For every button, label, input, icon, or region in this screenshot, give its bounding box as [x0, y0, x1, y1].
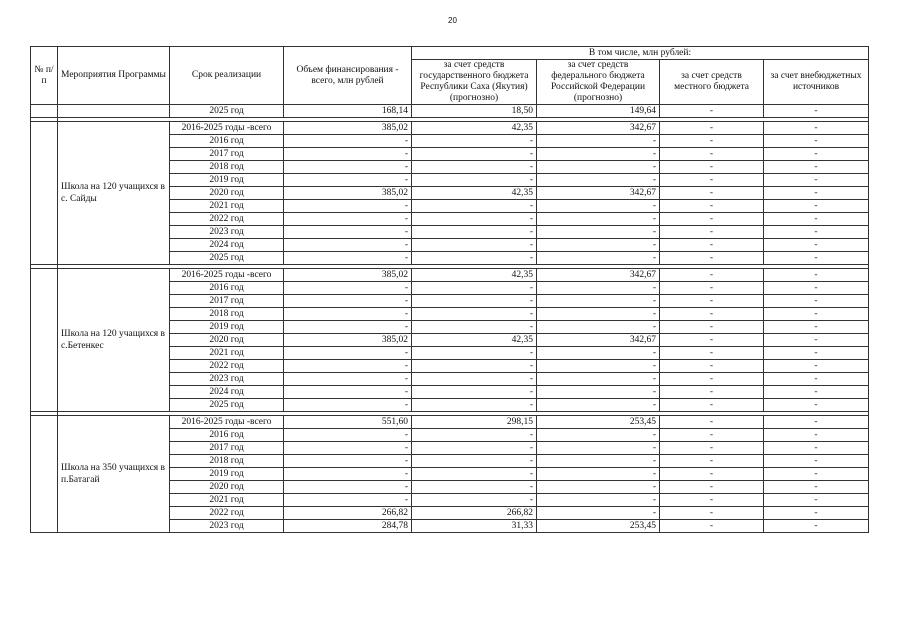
period-cell: 2021 год: [170, 347, 284, 360]
total-cell: 385,02: [284, 122, 412, 135]
federal-cell: -: [537, 252, 660, 265]
extra-cell: -: [764, 295, 869, 308]
local-cell: -: [660, 105, 764, 118]
total-cell: -: [284, 481, 412, 494]
total-cell: -: [284, 161, 412, 174]
header-period: Срок реализации: [170, 47, 284, 105]
federal-cell: 342,67: [537, 122, 660, 135]
period-cell: 2024 год: [170, 386, 284, 399]
period-cell: 2021 год: [170, 200, 284, 213]
federal-cell: 253,45: [537, 416, 660, 429]
regional-cell: -: [412, 321, 537, 334]
extra-cell: -: [764, 105, 869, 118]
federal-cell: -: [537, 347, 660, 360]
federal-cell: -: [537, 481, 660, 494]
period-cell: 2018 год: [170, 161, 284, 174]
federal-cell: -: [537, 321, 660, 334]
total-cell: -: [284, 226, 412, 239]
regional-cell: -: [412, 282, 537, 295]
event-name: Школа на 350 учащихся в п.Батагай: [58, 416, 170, 533]
header-total: Объем финансирования - всего, млн рублей: [284, 47, 412, 105]
total-cell: -: [284, 321, 412, 334]
period-cell: 2024 год: [170, 239, 284, 252]
extra-cell: -: [764, 507, 869, 520]
total-cell: -: [284, 282, 412, 295]
extra-cell: -: [764, 174, 869, 187]
carry-num: [31, 105, 58, 118]
local-cell: -: [660, 135, 764, 148]
local-cell: -: [660, 161, 764, 174]
regional-cell: -: [412, 308, 537, 321]
local-cell: -: [660, 122, 764, 135]
local-cell: -: [660, 334, 764, 347]
period-cell: 2016-2025 годы -всего: [170, 122, 284, 135]
period-cell: 2025 год: [170, 399, 284, 412]
regional-cell: 18,50: [412, 105, 537, 118]
local-cell: -: [660, 520, 764, 533]
federal-cell: -: [537, 226, 660, 239]
extra-cell: -: [764, 455, 869, 468]
local-cell: -: [660, 174, 764, 187]
extra-cell: -: [764, 187, 869, 200]
total-cell: 168,14: [284, 105, 412, 118]
local-cell: -: [660, 373, 764, 386]
event-name: Школа на 120 учащихся в с. Сайды: [58, 122, 170, 265]
federal-cell: -: [537, 308, 660, 321]
extra-cell: -: [764, 148, 869, 161]
extra-cell: -: [764, 252, 869, 265]
total-cell: 385,02: [284, 334, 412, 347]
federal-cell: -: [537, 373, 660, 386]
federal-cell: -: [537, 148, 660, 161]
federal-cell: -: [537, 174, 660, 187]
header-including: В том числе, млн рублей:: [412, 47, 869, 60]
local-cell: -: [660, 213, 764, 226]
regional-cell: -: [412, 386, 537, 399]
extra-cell: -: [764, 399, 869, 412]
total-cell: -: [284, 442, 412, 455]
total-cell: -: [284, 252, 412, 265]
total-cell: 284,78: [284, 520, 412, 533]
header-event: Мероприятия Программы: [58, 47, 170, 105]
period-cell: 2023 год: [170, 226, 284, 239]
extra-cell: -: [764, 239, 869, 252]
total-cell: 385,02: [284, 187, 412, 200]
federal-cell: -: [537, 507, 660, 520]
regional-cell: -: [412, 481, 537, 494]
total-cell: -: [284, 148, 412, 161]
period-cell: 2019 год: [170, 174, 284, 187]
period-cell: 2020 год: [170, 334, 284, 347]
regional-cell: -: [412, 148, 537, 161]
header-local: за счет средств местного бюджета: [660, 60, 764, 105]
local-cell: -: [660, 148, 764, 161]
period-cell: 2016-2025 годы -всего: [170, 269, 284, 282]
row-number-cell: [31, 122, 58, 265]
regional-cell: -: [412, 174, 537, 187]
total-cell: -: [284, 200, 412, 213]
extra-cell: -: [764, 282, 869, 295]
extra-cell: -: [764, 416, 869, 429]
total-cell: 266,82: [284, 507, 412, 520]
total-cell: -: [284, 213, 412, 226]
federal-cell: -: [537, 360, 660, 373]
extra-cell: -: [764, 520, 869, 533]
total-cell: 551,60: [284, 416, 412, 429]
local-cell: -: [660, 481, 764, 494]
header-extra: за счет внебюджетных источников: [764, 60, 869, 105]
regional-cell: -: [412, 213, 537, 226]
regional-cell: -: [412, 468, 537, 481]
total-cell: -: [284, 455, 412, 468]
regional-cell: 42,35: [412, 122, 537, 135]
federal-cell: -: [537, 213, 660, 226]
period-cell: 2020 год: [170, 481, 284, 494]
total-cell: 385,02: [284, 269, 412, 282]
federal-cell: -: [537, 239, 660, 252]
federal-cell: -: [537, 200, 660, 213]
extra-cell: -: [764, 135, 869, 148]
regional-cell: -: [412, 442, 537, 455]
table-row: [31, 416, 869, 429]
financing-table: [30, 46, 869, 533]
period-cell: 2017 год: [170, 442, 284, 455]
extra-cell: -: [764, 334, 869, 347]
regional-cell: 31,33: [412, 520, 537, 533]
extra-cell: -: [764, 269, 869, 282]
local-cell: -: [660, 399, 764, 412]
carry-event: [58, 105, 170, 118]
local-cell: -: [660, 187, 764, 200]
period-cell: 2016 год: [170, 135, 284, 148]
federal-cell: -: [537, 295, 660, 308]
federal-cell: -: [537, 399, 660, 412]
local-cell: -: [660, 360, 764, 373]
row-number-cell: [31, 269, 58, 412]
local-cell: -: [660, 308, 764, 321]
local-cell: -: [660, 494, 764, 507]
table-row: [31, 269, 869, 282]
local-cell: -: [660, 200, 764, 213]
total-cell: -: [284, 239, 412, 252]
period-cell: 2022 год: [170, 360, 284, 373]
regional-cell: -: [412, 226, 537, 239]
period-cell: 2022 год: [170, 507, 284, 520]
local-cell: -: [660, 282, 764, 295]
extra-cell: -: [764, 429, 869, 442]
federal-cell: -: [537, 455, 660, 468]
table-row: [31, 122, 869, 135]
local-cell: -: [660, 416, 764, 429]
extra-cell: -: [764, 308, 869, 321]
period-cell: 2018 год: [170, 308, 284, 321]
local-cell: -: [660, 507, 764, 520]
extra-cell: -: [764, 386, 869, 399]
regional-cell: -: [412, 347, 537, 360]
local-cell: -: [660, 295, 764, 308]
regional-cell: 42,35: [412, 334, 537, 347]
regional-cell: 266,82: [412, 507, 537, 520]
local-cell: -: [660, 347, 764, 360]
total-cell: -: [284, 399, 412, 412]
regional-cell: -: [412, 373, 537, 386]
extra-cell: -: [764, 481, 869, 494]
federal-cell: 342,67: [537, 269, 660, 282]
local-cell: -: [660, 252, 764, 265]
local-cell: -: [660, 226, 764, 239]
period-cell: 2021 год: [170, 494, 284, 507]
federal-cell: 149,64: [537, 105, 660, 118]
header-num: № п/п: [31, 47, 58, 105]
total-cell: -: [284, 174, 412, 187]
federal-cell: -: [537, 494, 660, 507]
federal-cell: -: [537, 468, 660, 481]
federal-cell: 342,67: [537, 334, 660, 347]
total-cell: -: [284, 373, 412, 386]
federal-cell: -: [537, 442, 660, 455]
federal-cell: -: [537, 429, 660, 442]
federal-cell: -: [537, 135, 660, 148]
local-cell: -: [660, 269, 764, 282]
federal-cell: 342,67: [537, 187, 660, 200]
local-cell: -: [660, 442, 764, 455]
regional-cell: -: [412, 239, 537, 252]
total-cell: -: [284, 468, 412, 481]
local-cell: -: [660, 321, 764, 334]
extra-cell: -: [764, 213, 869, 226]
period-cell: 2017 год: [170, 148, 284, 161]
extra-cell: -: [764, 468, 869, 481]
extra-cell: -: [764, 347, 869, 360]
period-cell: 2019 год: [170, 321, 284, 334]
extra-cell: -: [764, 161, 869, 174]
local-cell: -: [660, 468, 764, 481]
total-cell: -: [284, 429, 412, 442]
regional-cell: 42,35: [412, 269, 537, 282]
period-cell: 2023 год: [170, 520, 284, 533]
federal-cell: -: [537, 161, 660, 174]
regional-cell: -: [412, 494, 537, 507]
period-cell: 2016-2025 годы -всего: [170, 416, 284, 429]
regional-cell: -: [412, 135, 537, 148]
period-cell: 2022 год: [170, 213, 284, 226]
regional-cell: -: [412, 295, 537, 308]
row-number-cell: [31, 416, 58, 533]
extra-cell: -: [764, 226, 869, 239]
period-cell: 2023 год: [170, 373, 284, 386]
event-name: Школа на 120 учащихся в с.Бетенкес: [58, 269, 170, 412]
extra-cell: -: [764, 442, 869, 455]
regional-cell: -: [412, 252, 537, 265]
extra-cell: -: [764, 360, 869, 373]
local-cell: -: [660, 239, 764, 252]
page-number: 20: [448, 16, 457, 25]
regional-cell: -: [412, 360, 537, 373]
total-cell: -: [284, 494, 412, 507]
regional-cell: -: [412, 429, 537, 442]
period-cell: 2018 год: [170, 455, 284, 468]
period-cell: 2016 год: [170, 282, 284, 295]
period-cell: 2025 год: [170, 252, 284, 265]
regional-cell: 298,15: [412, 416, 537, 429]
regional-cell: -: [412, 200, 537, 213]
period-cell: 2016 год: [170, 429, 284, 442]
period-cell: 2020 год: [170, 187, 284, 200]
period-cell: 2017 год: [170, 295, 284, 308]
local-cell: -: [660, 386, 764, 399]
extra-cell: -: [764, 373, 869, 386]
federal-cell: -: [537, 282, 660, 295]
extra-cell: -: [764, 321, 869, 334]
regional-cell: -: [412, 161, 537, 174]
local-cell: -: [660, 455, 764, 468]
header-regional: за счет средств государственного бюджета Республики Саха (Якутия) (прогнозно): [412, 60, 537, 105]
period-cell: 2025 год: [170, 105, 284, 118]
period-cell: 2019 год: [170, 468, 284, 481]
federal-cell: -: [537, 386, 660, 399]
total-cell: -: [284, 135, 412, 148]
total-cell: -: [284, 347, 412, 360]
total-cell: -: [284, 360, 412, 373]
extra-cell: -: [764, 200, 869, 213]
header-federal: за счет средств федерального бюджета Российской Федерации (прогнозно): [537, 60, 660, 105]
total-cell: -: [284, 295, 412, 308]
extra-cell: -: [764, 122, 869, 135]
total-cell: -: [284, 308, 412, 321]
local-cell: -: [660, 429, 764, 442]
regional-cell: -: [412, 455, 537, 468]
federal-cell: 253,45: [537, 520, 660, 533]
regional-cell: -: [412, 399, 537, 412]
regional-cell: 42,35: [412, 187, 537, 200]
extra-cell: -: [764, 494, 869, 507]
carry-row: [31, 105, 869, 118]
total-cell: -: [284, 386, 412, 399]
